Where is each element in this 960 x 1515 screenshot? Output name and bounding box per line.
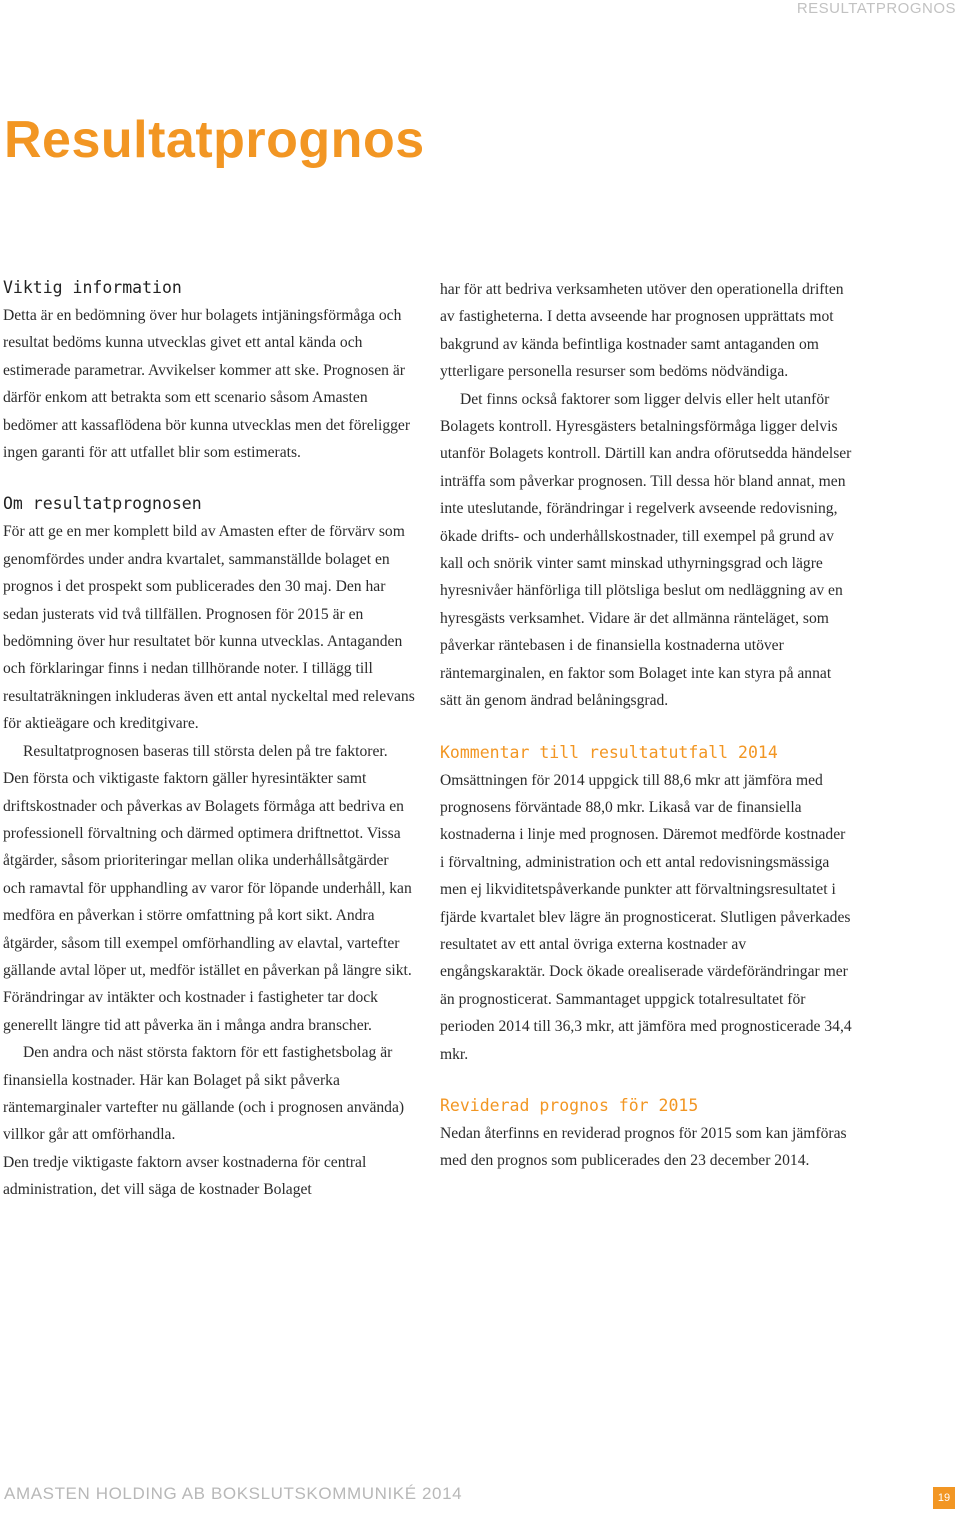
paragraph: Det finns också faktorer som ligger delvis eller helt utanför Bolagets kontroll. Hyresgästers betalningsförmåga ligger delvis utanför Bolagets kontroll. Därtill kan andra oförutsedda händelser inträffa som påverkar prognosen. Till dessa hör bland annat, men inte uteslutande, förändringar i regelverk avseende redovisning, ökade drifts- och underhållskostnader, till exempel på grund av kall och snörik vinter samt minskad uthyrningsgrad och lägre hyresnivåer hänförliga till plötsliga beslut om nedläggning av en hyresgästs verksamhet. Vidare är det allmänna ränteläget, som påverkar räntebasen i de finansiella kostnaderna utöver räntemarginalen, en faktor som Bolaget inte kan styra på annat sätt än genom ändrad belåningsgrad. bbox=[440, 390, 852, 710]
paragraph: Resultatprognosen baseras till största delen på tre faktorer. Den första och viktigaste faktorn gäller hyresintäkter samt driftskostnader och påverkas av Bolagets förmåga att bedriva en professionell förvaltning och därmed optimera driftnettot. Vissa åtgärder, såsom prioriteringar mellan olika underhållsåtgärder och ramavtal för upphandling av varor för löpande underhåll, kan medföra en påverkan i större omfattning på kort sikt. Andra åtgärder, såsom till exempel omförhandling av elavtal, vartefter gällande avtal löper ut, medför istället en påverkan på längre sikt. Förändringar av intäkter och kostnader i fastigheter tar dock generellt längre tid att påverka än i många andra branscher. bbox=[3, 742, 412, 1034]
paragraph: För att ge en mer komplett bild av Amasten efter de förvärv som genomfördes under andra kvartalet, sammanställde bolaget en prognos i det prospekt som publicerades den 30 maj. Den har sedan justerats vid två tillfällen. Prognosen för 2015 är en bedömning över hur resultatet bör kunna utvecklas. Antaganden och förklaringar finns i nedan tillhörande noter. I tillägg till resultaträkningen inkluderas även ett antal nyckeltal med relevans för aktieägare och kreditgivare. bbox=[3, 523, 415, 733]
paragraph: Den andra och näst största faktorn för ett fastighetsbolag är finansiella kostnader. Här kan Bolaget på sikt påverka räntemarginaler vartefter nu gällande (och i prognosen använda) villkor går att omförhandla. bbox=[3, 1044, 405, 1144]
footer-publication-title: AMASTEN HOLDING AB BOKSLUTSKOMMUNIKÉ 2014 bbox=[4, 1484, 463, 1503]
right-column bbox=[440, 276, 852, 1175]
section-heading-viktig-information: Viktig information bbox=[3, 278, 182, 297]
paragraph: Omsättningen för 2014 uppgick till 88,6 mkr att jämföra med prognosens förväntade 88,0 mkr. Likaså var de finansiella kostnaderna i linje med prognosen. Däremot medförde kostnader i förvaltning, administration och ett antal redovisningsmässiga men ej likviditetspåverkande punkter att förvaltningsresultatet i fjärde kvartalet blev lägre än prognosticerat. Slutligen påverkades resultatet av ett antal övriga externa kostnader av engångskaraktär. Dock ökade orealiserade värdeförändringar mer än prognosticerat. Sammantaget uppgick totalresultatet för perioden 2014 till 36,3 mkr, att jämföra med prognosticerade 34,4 mkr. bbox=[440, 771, 852, 1063]
paragraph: Nedan återfinns en reviderad prognos för 2015 som kan jämföras med den prognos som publicerades den 23 december 2014. bbox=[440, 1124, 847, 1170]
section-heading-om-resultatprognosen: Om resultatprognosen bbox=[3, 494, 202, 514]
paragraph: Den tredje viktigaste faktorn avser kostnaderna för central administration, det vill säga de kostnader Bolaget bbox=[3, 1153, 367, 1199]
paragraph: har för att bedriva verksamheten utöver den operationella driften av fastigheterna. I detta avseende har prognosen upprättats mot bakgrund av kända befintliga kostnader samt antaganden om ytterligare personella resurser som bedöms nödvändiga. bbox=[440, 281, 844, 381]
section-heading-kommentar-resultatutfall: Kommentar till resultatutfall 2014 bbox=[440, 742, 778, 762]
page-number-badge: 19 bbox=[933, 1487, 955, 1509]
paragraph: Detta är en bedömning över hur bolagets intjäningsförmåga och resultat bedöms kunna utvecklas givet ett antal kända och estimerade parametrar. Avvikelser kommer att ske. Prognosen är därför enkom att betrakta som ett scenario såsom Amasten bedömer att kassaflödena bör kunna utvecklas men det föreligger ingen garanti för att utfallet blir som estimerats. bbox=[3, 307, 411, 462]
section-heading-reviderad-prognos: Reviderad prognos för 2015 bbox=[440, 1095, 699, 1115]
page-title: Resultatprognos bbox=[4, 111, 425, 169]
running-header: RESULTATPROGNOS bbox=[796, 0, 956, 17]
left-column bbox=[3, 276, 415, 1204]
